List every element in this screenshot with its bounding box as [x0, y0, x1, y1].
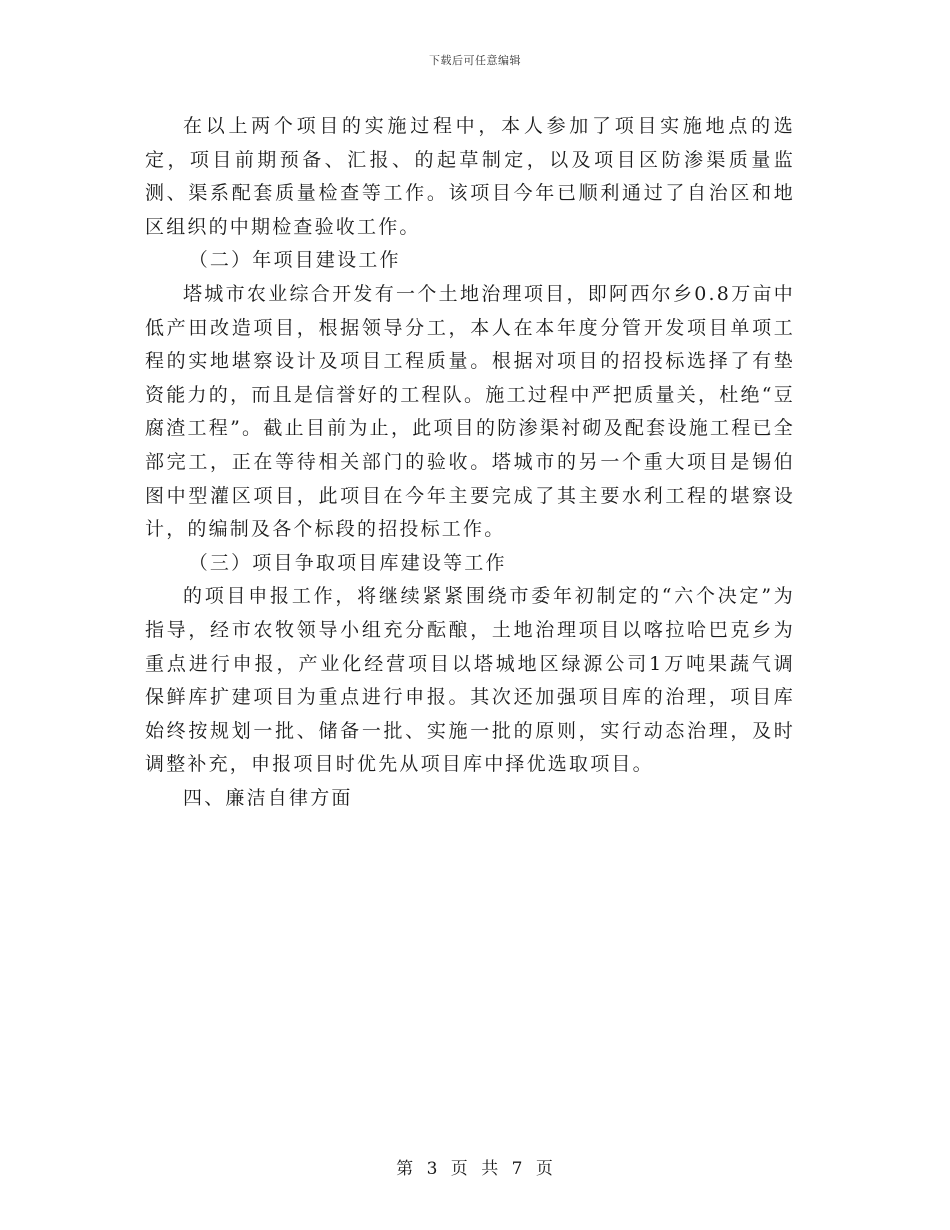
footer-current-page: 3 [426, 1159, 439, 1179]
footer-total-pages: 7 [511, 1159, 524, 1179]
page-footer [0, 1154, 950, 1179]
section-heading-3: （三）项目争取项目库建设等工作 [188, 551, 507, 574]
page-header-note: 下载后可任意编辑 [429, 54, 521, 67]
footer-page-suffix: 页 [535, 1159, 554, 1179]
section-heading-4: 四、廉洁自律方面 [183, 786, 353, 809]
footer-page-prefix: 第 [396, 1159, 415, 1179]
paragraph-land-project: 塔城市农业综合开发有一个土地治理项目，即阿西尔乡0.8万亩中低产田改造项目，根据领导分工，本人在本年度分管开发项目单项工程的实地堪察设计及项目工程质量。根据对项目的招投标选择了有垫资能力的，而且是信誉好的工程队。施工过程中严把质量关，杜绝“豆腐渣工程”。截止目前为止，此项目的防渗渠衬砌及配套设施工程已全部完工，正在等待相关部门的验收。塔城市的另一个重大项目是锡伯图中型灌区项目，此项目在今年主要完成了其主要水利工程的堪察设计，的编制及各个标段的招投标工作。 [145, 282, 795, 541]
footer-page-mid: 页 [450, 1159, 469, 1179]
document-body [145, 110, 795, 815]
paragraph-project-application: 的项目申报工作，将继续紧紧围绕市委年初制定的“六个决定”为指导，经市农牧领导小组充分酝酿，土地治理项目以喀拉哈巴克乡为重点进行申报，产业化经营项目以塔城地区绿源公司1万吨果蔬气调保鲜库扩建项目为重点进行申报。其次还加强项目库的治理，项目库始终按规划一批、储备一批、实施一批的原则，实行动态治理，及时调整补充，申报项目时优先从项目库中择优选取项目。 [145, 585, 795, 776]
section-heading-2: （二）年项目建设工作 [188, 249, 401, 272]
footer-total-prefix: 共 [481, 1159, 500, 1179]
paragraph-implementation: 在以上两个项目的实施过程中，本人参加了项目实施地点的选定，项目前期预备、汇报、的起草制定，以及项目区防渗渠质量监测、渠系配套质量检查等工作。该项目今年已顺利通过了自治区和地区组织的中期检查验收工作。 [145, 115, 795, 238]
